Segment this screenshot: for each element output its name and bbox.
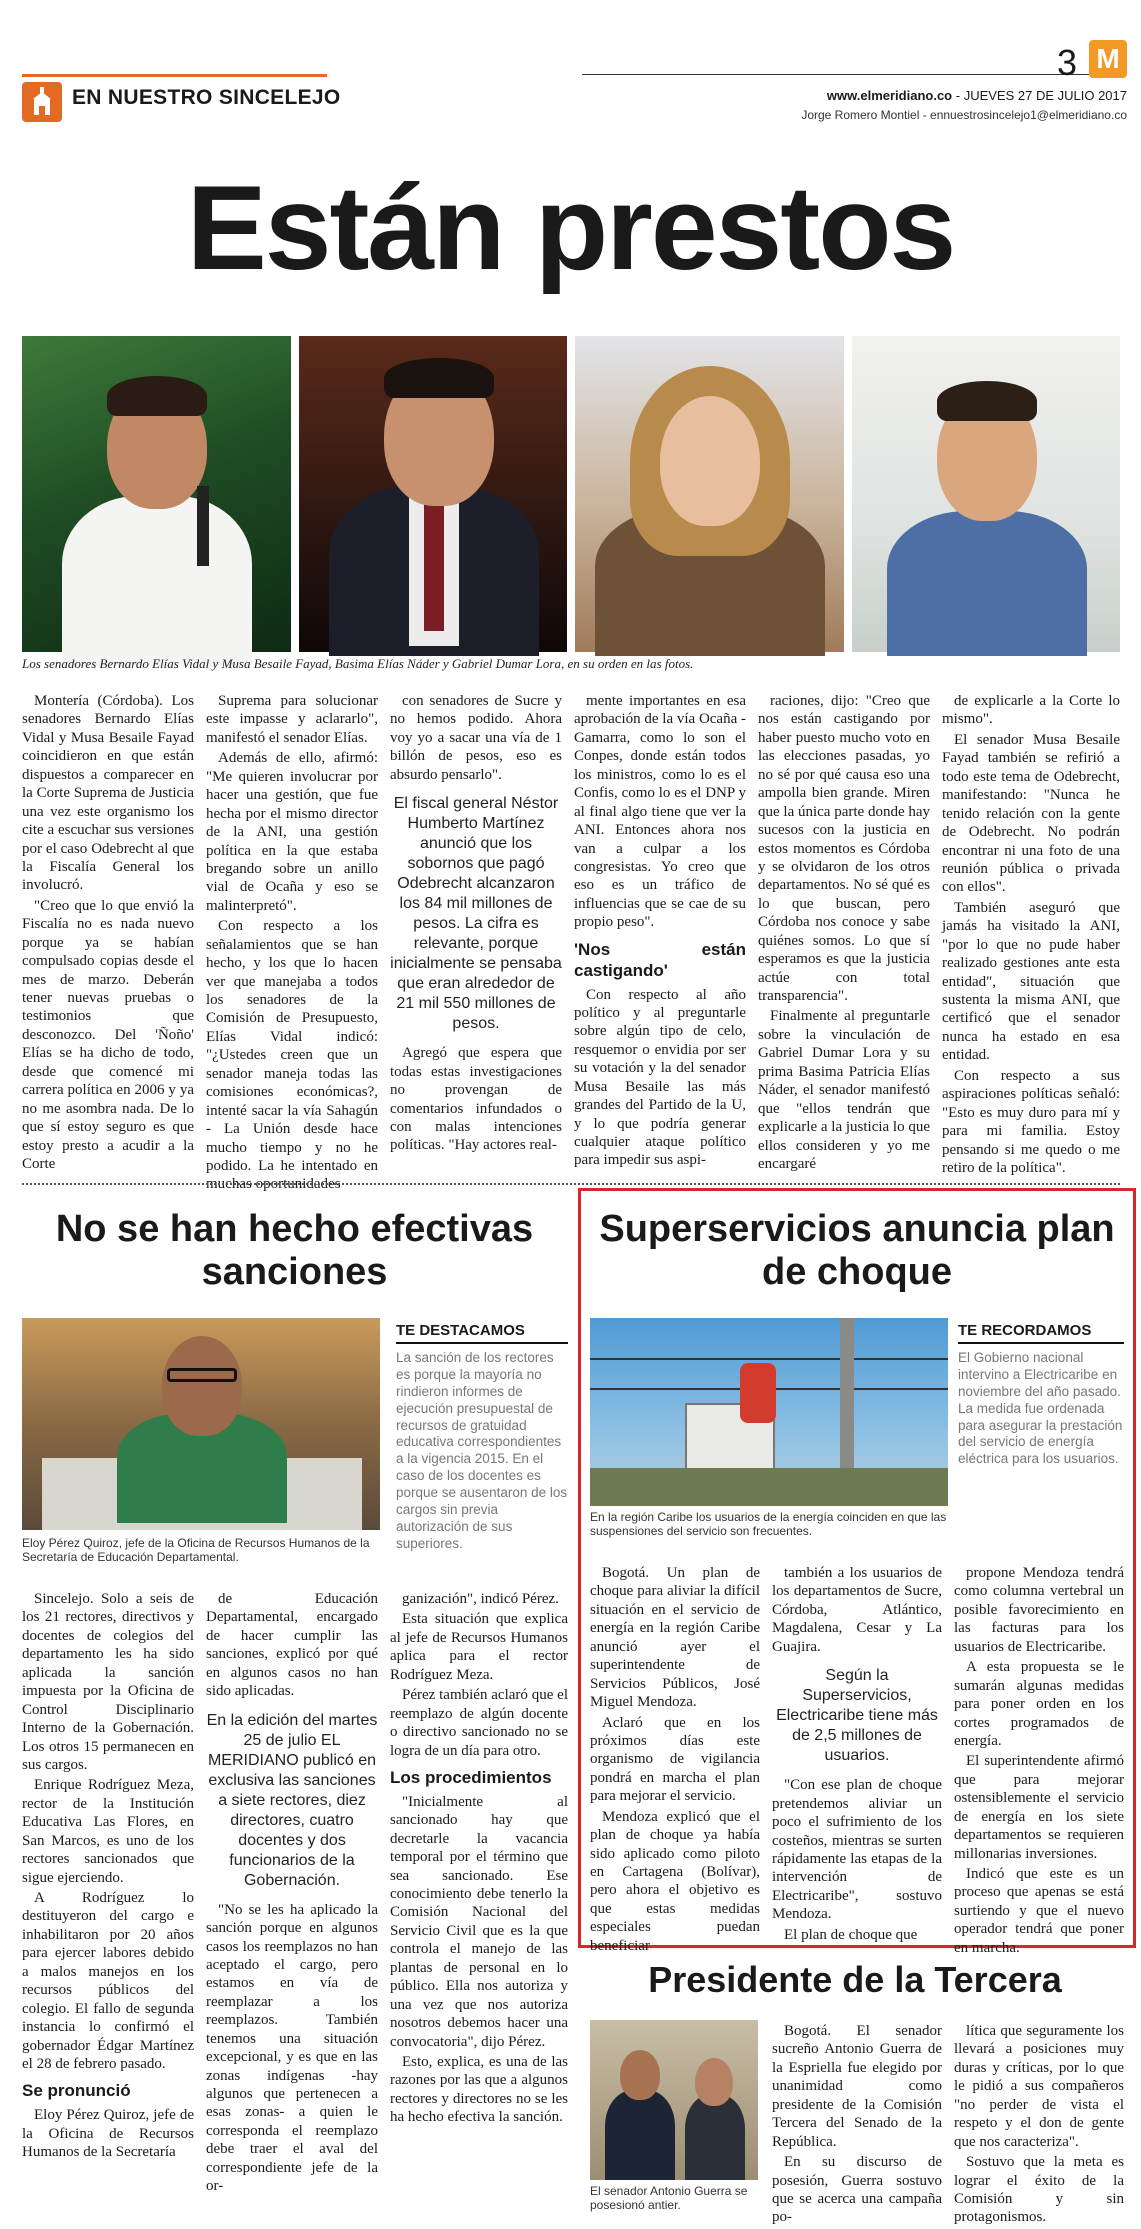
presidente-headline: Presidente de la Tercera (648, 1959, 1062, 2000)
paragraph: Con respecto a sus aspiraciones políticas señaló: "Esto es muy duro para mí y para mi familia. Estoy pensando si me quedo o me retiro de la política". (942, 1067, 1120, 1176)
paragraph: Pérez también aclaró que el reemplazo de algún docente o directivo sancionado no se logra de un día para otro. (390, 1687, 568, 1759)
paragraph: "No se les ha aplicado la sanción porque en algunos casos los reemplazos no han aceptado el cargo, pero estamos en vía de reemplazar a los reemplazos. También tenemos una situación excepcional, y es que en las zonas indígenas -hay algunos que pertenecen a esas zonas- a quien le corresponda el reemplazo debe traer el aval del correspondiente jefe de la or- (206, 1901, 378, 2195)
section-divider (22, 1183, 1120, 1185)
sanciones-sidebar-text: La sanción de los rectores es porque la mayoría no rindieron informes de ejecución presupuestal de recursos de gratuidad educativa correspondientes a la vigencia 2015. En el caso de los docentes es porque se ausentaron de los cargos sin previa autorización de sus superiores. (396, 1350, 568, 1551)
superservicios-photo (590, 1318, 948, 1506)
pull-quote: En la edición del martes 25 de julio EL MERIDIANO publicó en exclusiva las sanciones a siete rectores, diez directores, cuatro docentes y dos funcionarios de la Gobernación. (206, 1711, 378, 1889)
presidente-col-1 (772, 2022, 942, 2226)
header-rule (582, 74, 1122, 75)
paragraph: Esta situación que explica al jefe de Recursos Humanos aplica para el rector Rodríguez Meza. (390, 1611, 568, 1683)
newspaper-logo: M (1089, 40, 1127, 78)
issue-date: JUEVES 27 DE JULIO 2017 (963, 88, 1127, 103)
paragraph: Indicó que este es un proceso que apenas se está surtiendo y que el nuevo operador tendrá que poner en marcha. (954, 1866, 1124, 1956)
paragraph: Esto, explica, es una de las razones por las que a algunos rectores y directores no se les ha hecho efectiva la sanción. (390, 2053, 568, 2126)
church-icon (22, 82, 62, 122)
senator-photo-1 (22, 336, 291, 652)
site-url[interactable]: www.elmeridiano.co (826, 88, 953, 103)
paragraph: de Educación Departamental, encargado de hacer cumplir las sanciones, explicó por qué en algunos casos no han sido aplicadas. (206, 1591, 378, 1700)
paragraph: El superintendente afirmó que para mejorar ostensiblemente el servicio de energía en los siete departamentos se requieren millonarias inversiones. (954, 1753, 1124, 1862)
sanciones-col-1 (22, 1590, 194, 2222)
paragraph: También aseguró que jamás ha visitado la ANI, "por lo que no pude haber realizado gestiones ante esta entidad", situación que sustenta la misma ANI, que certificó que el senador nunca ha estado en esa entidad. (942, 899, 1120, 1064)
superservicios-col-1 (590, 1564, 760, 1954)
site-date-line: www.elmeridiano.co - JUEVES 27 DE JULIO 2017 (826, 88, 1127, 103)
section-label: EN NUESTRO SINCELEJO (72, 86, 341, 109)
paragraph: Finalmente al preguntarle sobre la vinculación de Gabriel Dumar Lora y su prima Basima Patricia Elías Náder, el senador manifestó que "ellos tendrán que explicarle a la justicia lo que ellos consideren y yo me encargaré (758, 1008, 931, 1172)
sanciones-col-3 (390, 1590, 568, 2222)
lead-col-1 (22, 692, 194, 1178)
paragraph: "Creo que lo que envió la Fiscalía no es nada nuevo porque ya se habían compulsado copias desde el mes de marzo. Deberán tener nuevas pruebas o testimonios que desconozco. Del 'Ñoño' Elías se ha dicho de todo, desde que comencé mi carrera política en 2006 y ya no me asombra nada. De lo que sí estoy seguro es que estoy presto a acudir a la Corte (22, 897, 194, 1172)
lead-col-5 (758, 692, 930, 1178)
paragraph: Sostuvo que la meta es lograr el éxito de la Comisión y sin protagonismos. (954, 2154, 1124, 2226)
paragraph: "Con ese plan de choque pretendemos aliviar un poco el sufrimiento de los costeños, mientras se surten rápidamente las etapas de la intervención de Electricaribe", sostuvo Mendoza. (772, 1777, 942, 1923)
pull-quote: El fiscal general Néstor Humberto Martínez anunció que los sobornos que pagó Odebrecht alcanzaron los 84 mil millones de pesos. La cifra es relevante, porque inicialmente se pensaba que eran alrededor de 21 mil 550 millones de pesos. (390, 795, 562, 1033)
sanciones-photo (22, 1318, 380, 1530)
pull-quote: Según la Superservicios, Electricaribe tiene más de 2,5 millones de usuarios. (776, 1667, 938, 1765)
superservicios-sidebar-head: TE RECORDAMOS (958, 1322, 1124, 1344)
paragraph: El senador Musa Besaile Fayad también se refirió a todo este tema de Odebrecht, manifestando: "Nunca he tenido relación con la gente de Odebrecht. No podrán encontrar ni una foto de una reunión pública o privada con ellos". (942, 731, 1120, 896)
paragraph: Con respecto al año político y al preguntarle sobre algún tipo de celo, resquemor o envidia por ser su votación y la del senador Musa Besaile las más grandes del Partido de la U, y lo que podría generar cualquier ataque político para impedir sus aspi- (574, 986, 746, 1169)
section-rule (22, 74, 327, 77)
paragraph: mente importantes en esa aprobación de la vía Ocaña - Gamarra, como lo son el Conpes, donde están todos los ministros, como lo es el Confis, como lo es el DNP y al final algo tiene que ver la ANI. Entonces ahora nos van a culpar a los congresistas. Yo creo que eso es un tráfico de influencias que se cae de su propio peso". (574, 693, 746, 931)
paragraph: Además de ello, afirmó: "Me quieren involucrar por hacer una gestión, que fue hecha por el mismo director de la ANI, una gestión política en la que estaba bregando sobre un anillo vial de Ocaña y eso se malinterpretó". (206, 750, 378, 914)
paragraph: con senadores de Sucre y no hemos podido. Ahora voy yo a sacar una vía de 1 billón de pesos, eso es absurdo pensarlo". (390, 693, 562, 783)
senator-photo-2 (299, 336, 568, 652)
lead-col-2 (206, 692, 378, 1193)
paragraph: "Inicialmente al sancionado hay que decretarle la vacancia temporal por el término que sea sancionado. Ese conocimiento debe tenerlo la Comisión Nacional del Servicio Civil que es la que controla el manejo de las plantas de personal en lo público. Ella nos autoriza y una vez que nos autoriza nosotros debemos hacer una convocatoria", dijo Pérez. (390, 1793, 568, 2050)
presidente-col-2 (954, 2022, 1124, 2226)
paragraph: Sincelejo. Solo a seis de los 21 rectores, directivos y docentes de colegios del departamento les ha sido aplicada la sanción impuesta por la Oficina de Control Disciplinario Interno de la Gobernación. Los otros 15 permanecen en sus cargos. (22, 1591, 194, 1773)
paragraph: Agregó que espera que todas estas investigaciones no provengan de comentarios infundados o con malas intenciones políticas. "Hay actores real- (390, 1045, 562, 1154)
paragraph: también a los usuarios de los departamentos de Sucre, Córdoba, Atlántico, Magdalena, Cesar y La Guajira. (772, 1565, 942, 1655)
paragraph: Bogotá. El senador sucreño Antonio Guerra de la Espriella fue elegido por unanimidad como presidente de la Comisión Tercera del Senado de la República. (772, 2023, 942, 2150)
paragraph: propone Mendoza tendrá como columna vertebral un posible favorecimiento en las facturas para los usuarios de Electricaribe. (954, 1565, 1124, 1655)
paragraph: En su discurso de posesión, Guerra sostuvo que se acerca una campaña po- (772, 2154, 942, 2226)
superservicios-col-3 (954, 1564, 1124, 1956)
paragraph: Aclaró que en los próximos días este organismo de vigilancia pondrá en marcha el plan para mejorar el servicio. (590, 1714, 760, 1805)
sanciones-headline: No se han hecho efectivas sanciones (55, 1208, 534, 1293)
paragraph: Bogotá. Un plan de choque para aliviar la difícil situación en el servicio de energía en la región Caribe anunció ayer el superintendente de Servicios Públicos, José Miguel Mendoza. (590, 1565, 760, 1711)
lead-col-4 (574, 692, 746, 1178)
paragraph: Montería (Córdoba). Los senadores Bernardo Elías Vidal y Musa Besaile Fayad coincidieron en que están dispuestos a comparecer en la Corte Suprema de Justicia una vez este organismo los cite a escuchar sus versiones por el caso Odebrecht al que la Fiscalía General los involucró. (22, 693, 194, 894)
sanciones-sidebar-head: TE DESTACAMOS (396, 1322, 568, 1344)
page-header (22, 30, 1127, 140)
lead-photo-caption: Los senadores Bernardo Elías Vidal y Musa Besaile Fayad, Basima Elías Náder y Gabriel Dumar Lora, en su orden en las fotos. (22, 656, 694, 671)
subhead: 'Nos están castigando' (574, 939, 746, 980)
subhead: Los procedimientos (390, 1767, 552, 1787)
paragraph: de explicarle a la Corte lo mismo". (942, 693, 1120, 728)
paragraph: Enrique Rodríguez Meza, rector de la Institución Educativa Las Flores, en San Marcos, es uno de los rectores sancionados que sigue ejerciendo. (22, 1777, 194, 1886)
lead-photo-row (22, 336, 1120, 652)
lead-col-3 (390, 692, 562, 1178)
paragraph: Con respecto a los señalamientos que se han hecho, y los que lo hacen ver que manejaba a todos los senadores de la Comisión de Presupuesto, Elías Vidal indicó: "¿Ustedes creen que un senador maneja todas las comisiones económicas?, intenté sacar la vía Sahagún - La Unión desde hace mucho tiempo y no he podido. La he intentado en muchas oportunidades (206, 918, 378, 1193)
paragraph: ganización", indicó Pérez. (402, 1591, 559, 1607)
paragraph: A esta propuesta se le sumarán algunas medidas para poner orden en los cortes programados de energía. (954, 1659, 1124, 1749)
senator-photo-3 (575, 336, 844, 652)
subhead: Se pronunció (22, 2081, 131, 2101)
paragraph: raciones, dijo: "Creo que nos están castigando por haber puesto mucho voto en las elecciones pasadas, yo no sé por qué causa eso una ampolla bien grande. Miren que la única parte donde hay sucesos con la justicia en estos momentos es Córdoba y se olvidaron de los otros departamentos. No sé qué es lo que buscan, pero Córdoba nos conoce y sabe quiénes somos. Lo que sí esperamos es que la justicia actúe con total transparencia". (758, 693, 931, 1004)
paragraph: A Rodríguez lo destituyeron del cargo e inhabilitaron por 20 años para ejercer labores debido a malos manejos en los recursos públicos del colegio. El fallo de segunda instancia lo confirmó el gobernador Édgar Martínez el 28 de febrero pasado. (22, 1890, 194, 2072)
superservicios-photo-caption: En la región Caribe los usuarios de la energía coinciden en que las suspensiones del servicio son frecuentes. (590, 1510, 947, 1539)
paragraph: El plan de choque que (784, 1926, 918, 1943)
lead-headline: Están prestos (186, 161, 955, 295)
paragraph: lítica que seguramente los llevará a posiciones muy duras y críticas, por lo que le pidió a sus compañeros "no perder de vista el respeto y el don de gente que nos caracteriza". (954, 2023, 1124, 2150)
presidente-photo-caption: El senador Antonio Guerra se posesionó antier. (590, 2184, 748, 2213)
paragraph: Eloy Pérez Quiroz, jefe de la Oficina de Recursos Humanos de la Secretaría (22, 2107, 194, 2161)
sanciones-col-2 (206, 1590, 378, 2222)
superservicios-headline: Superservicios anuncia plan de choque (599, 1208, 1115, 1293)
byline: Jorge Romero Montiel - ennuestrosincelejo1@elmeridiano.co (801, 108, 1127, 122)
paragraph: Mendoza explicó que el plan de choque ya había sido aplicado como piloto en Cartagena (Bolívar), pero ahora el objetivo es que estas medidas especiales puedan beneficiar (590, 1808, 760, 1954)
lead-col-6 (942, 692, 1120, 1178)
presidente-photo (590, 2020, 758, 2180)
superservicios-sidebar-text: El Gobierno nacional intervino a Electricaribe en noviembre del año pasado. La medida fue ordenada para asegurar la prestación del servicio de energía eléctrica para los usuarios. (958, 1350, 1123, 1467)
senator-photo-4 (852, 336, 1121, 652)
page-number: 3 (1057, 42, 1078, 83)
superservicios-col-2 (772, 1564, 942, 1943)
paragraph: Suprema para solucionar este impasse y aclararlo", manifestó el senador Elías. (206, 693, 378, 746)
sanciones-photo-caption: Eloy Pérez Quiroz, jefe de la Oficina de Recursos Humanos de la Secretaría de Educación Departamental. (22, 1536, 370, 1565)
